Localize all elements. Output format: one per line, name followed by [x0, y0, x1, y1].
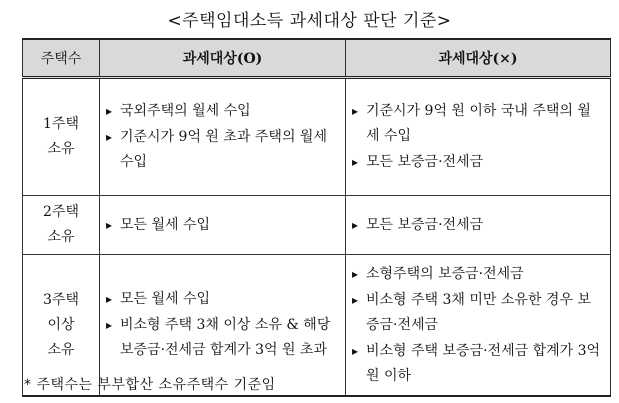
category-line: 1주택 — [43, 116, 79, 132]
non-taxable-cell — [346, 255, 611, 397]
category-line: 3주택 — [43, 291, 79, 308]
table-header-row — [23, 39, 611, 78]
list-item: ▸ 모든 월세 수입 — [120, 287, 337, 312]
table-row — [23, 196, 611, 255]
taxable-cell — [100, 196, 346, 255]
header-house-count: 주택수 — [23, 39, 100, 78]
category-line: 2주택 — [43, 204, 79, 220]
table-row — [23, 78, 611, 196]
category-line: 이상 — [47, 316, 75, 333]
non-taxable-cell — [346, 78, 611, 196]
row-category — [23, 196, 100, 255]
header-taxable: 과세대상(O) — [100, 39, 346, 78]
list-item: ▸ 기준시가 9억 원 이하 국내 주택의 월세 수입 — [366, 99, 602, 149]
non-taxable-cell — [346, 196, 611, 255]
list-item: ▸ 기준시가 9억 원 초과 주택의 월세 수입 — [120, 125, 337, 175]
table-title: <주택임대소득 과세대상 판단 기준> — [167, 11, 452, 31]
category-line: 소유 — [47, 341, 75, 358]
header-non-taxable: 과세대상(×) — [346, 39, 611, 78]
category-line: 소유 — [47, 229, 75, 245]
row-category — [23, 78, 100, 196]
list-item: ▸ 국외주택의 월세 수입 — [120, 99, 337, 124]
list-item: ▸ 모든 보증금·전세금 — [366, 150, 602, 175]
list-item: ▸ 비소형 주택 보증금·전세금 합계가 3억 원 이하 — [366, 339, 602, 389]
list-item: ▸ 비소형 주택 3채 미만 소유한 경우 보증금·전세금 — [366, 288, 602, 338]
list-item: ▸ 비소형 주택 3채 이상 소유 & 해당 보증금·전세금 합계가 3억 원 초과 — [120, 313, 337, 363]
tax-criteria-table — [22, 38, 611, 397]
footnote: * 주택수는 부부합산 소유주택수 기준임 — [24, 377, 276, 393]
taxable-cell — [100, 78, 346, 196]
category-line: 소유 — [47, 141, 75, 157]
list-item: ▸ 모든 보증금·전세금 — [366, 213, 602, 238]
list-item: ▸ 모든 월세 수입 — [120, 213, 337, 238]
list-item: ▸ 소형주택의 보증금·전세금 — [366, 262, 602, 287]
